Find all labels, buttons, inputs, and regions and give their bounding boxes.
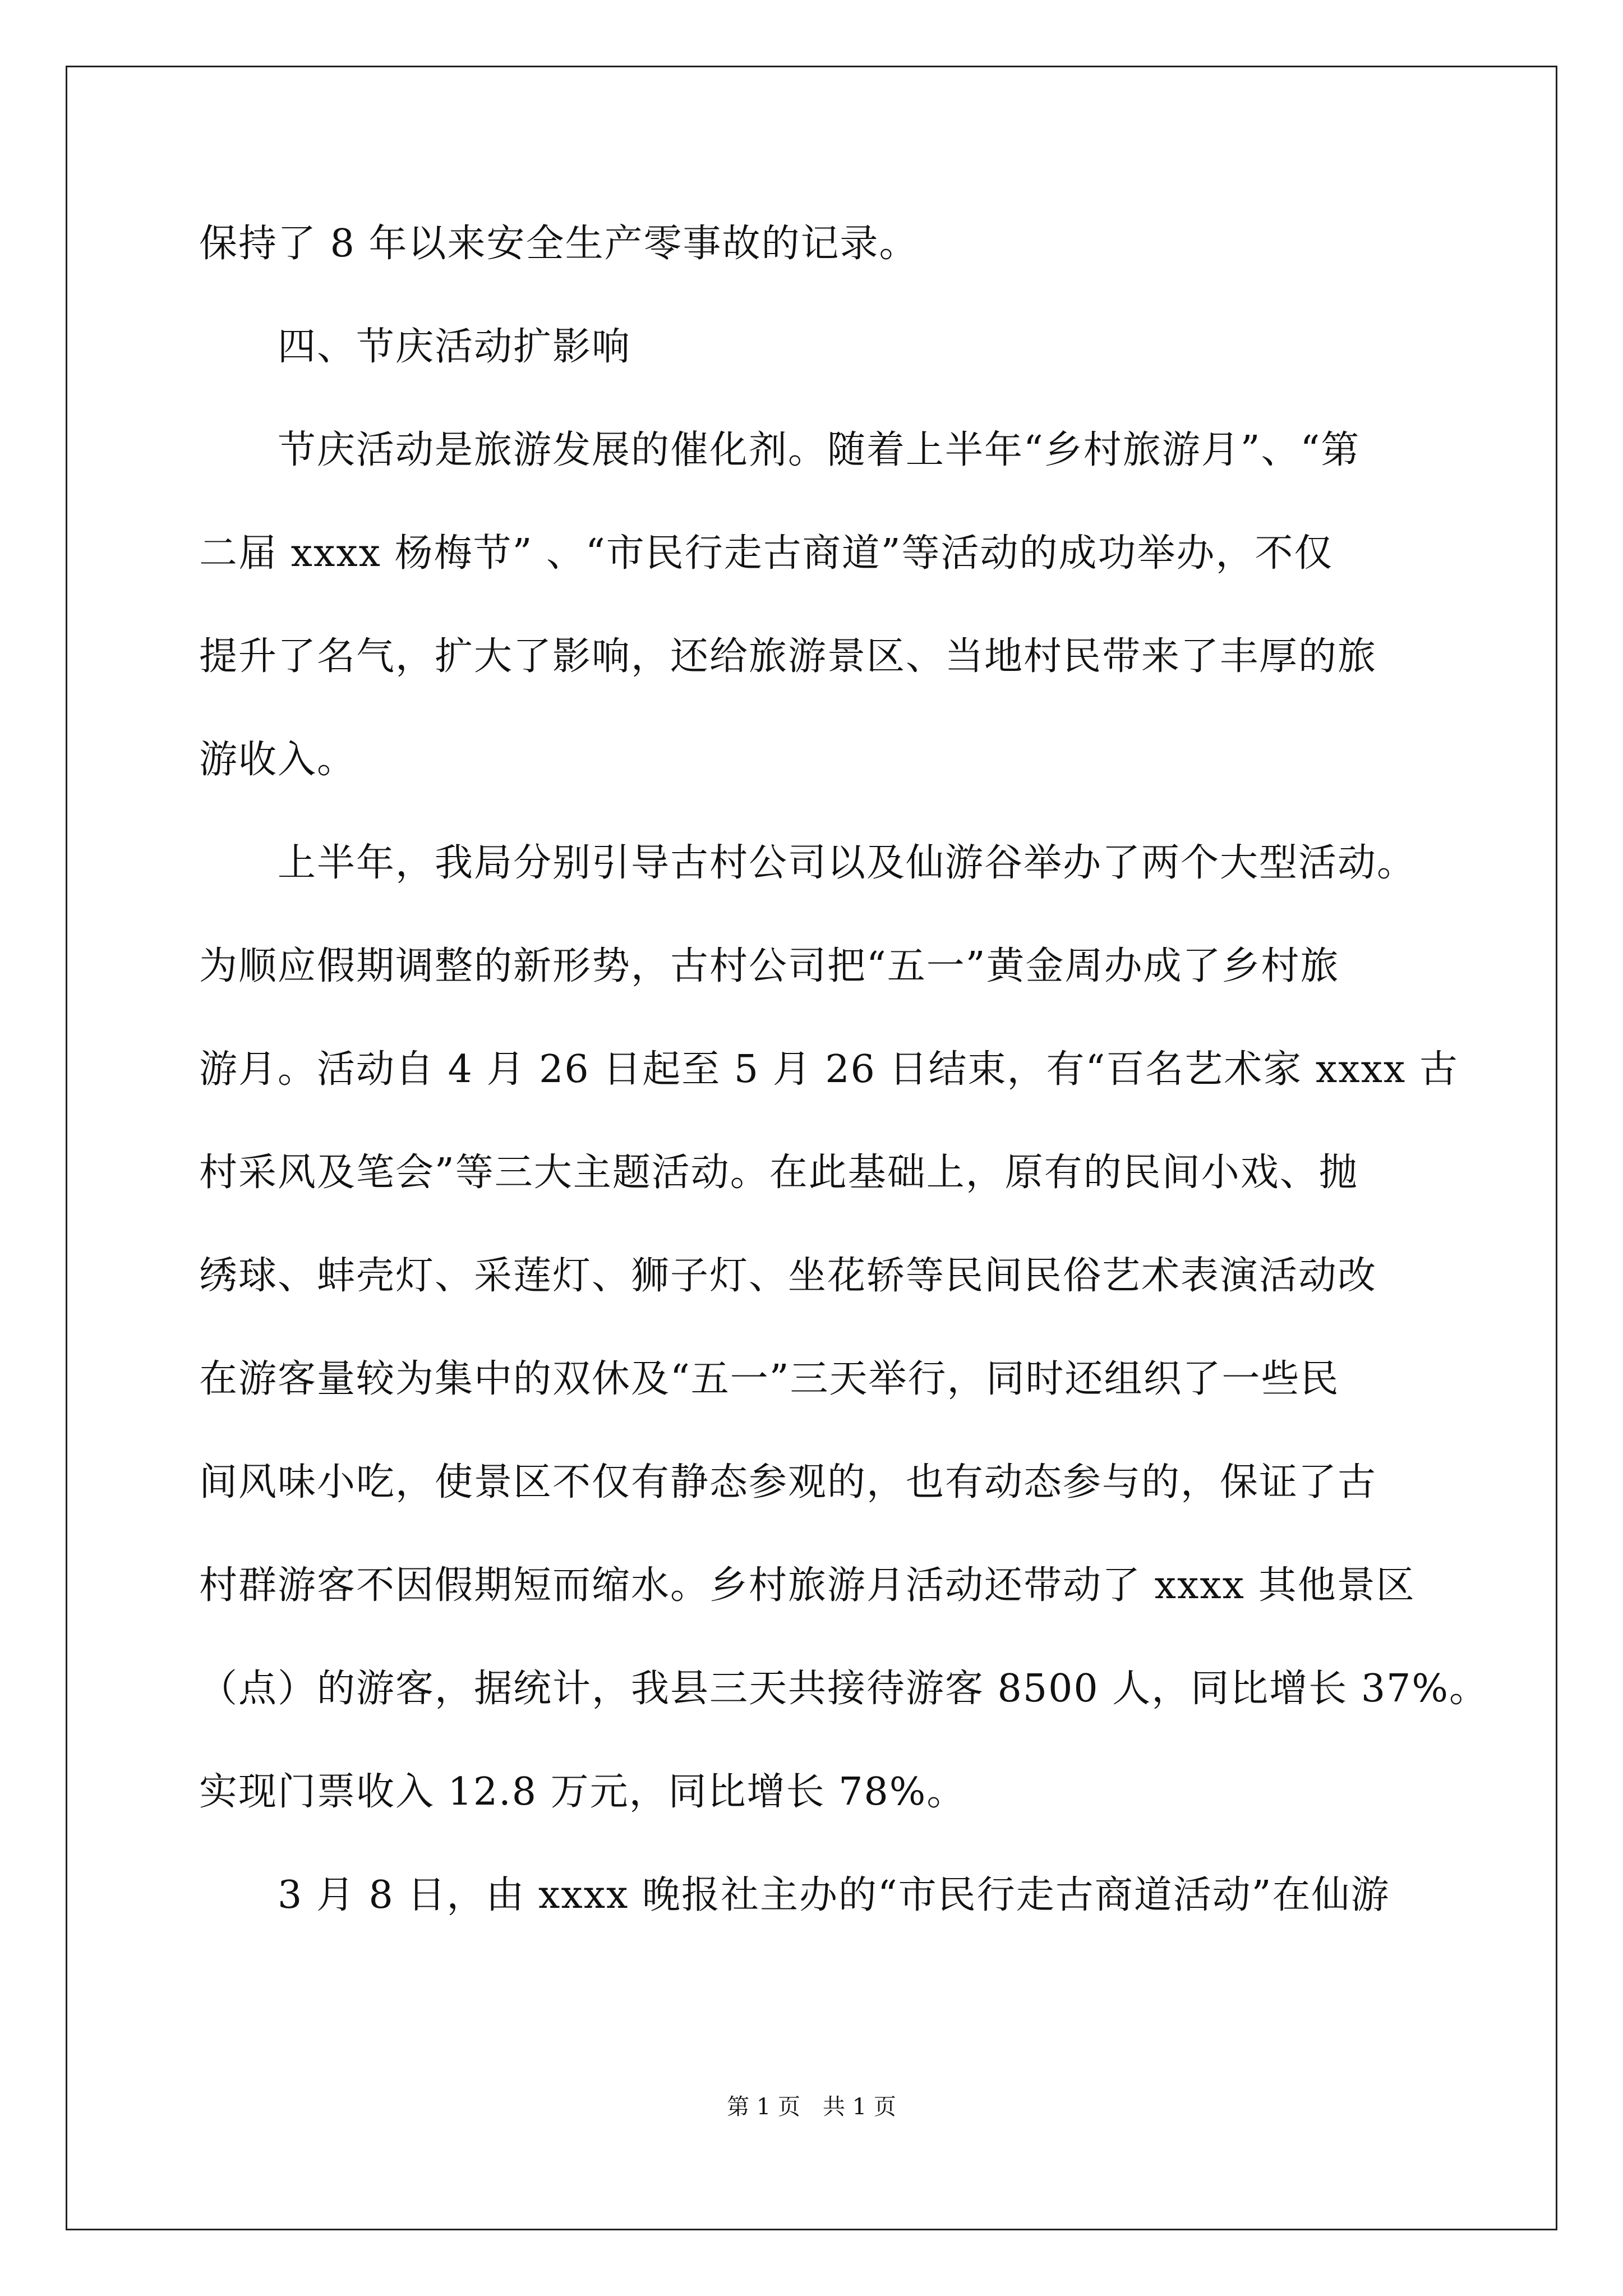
text-line: 3 月 8 日，由 xxxx 晚报社主办的“市民行走古商道活动”在仙游: [278, 1873, 1390, 1917]
page-footer: 第 1 页 共 1 页: [727, 2094, 896, 2120]
text-line: 提升了名气，扩大了影响，还给旅游景区、当地村民带来了丰厚的旅: [199, 634, 1377, 679]
text-line: 游收入。: [199, 738, 357, 782]
text-line: 在游客量较为集中的双休及“五一”三天举行，同时还组织了一些民: [199, 1357, 1340, 1401]
text-line: 村群游客不因假期短而缩水。乡村旅游月活动还带动了 xxxx 其他景区: [199, 1563, 1415, 1608]
text-line: 绣球、蚌壳灯、采莲灯、狮子灯、坐花轿等民间民俗艺术表演活动改: [199, 1254, 1377, 1298]
text-line: 游月。活动自 4 月 26 日起至 5 月 26 日结束，有“百名艺术家 xxxx 古: [199, 1047, 1459, 1092]
text-line: 村采风及笔会”等三大主题活动。在此基础上，原有的民间小戏、抛: [199, 1151, 1358, 1195]
text-line: 为顺应假期调整的新形势，古村公司把“五一”黄金周办成了乡村旅: [199, 944, 1340, 988]
text-line: 节庆活动是旅游发展的催化剂。随着上半年“乡村旅游月”、“第: [278, 428, 1361, 472]
text-line: （点）的游客，据统计，我县三天共接待游客 8500 人，同比增长 37%。: [199, 1667, 1489, 1711]
text-line: 上半年，我局分别引导古村公司以及仙游谷举办了两个大型活动。: [278, 841, 1417, 885]
section-heading: 四、节庆活动扩影响: [278, 325, 631, 369]
text-line: 二届 xxxx 杨梅节” 、“市民行走古商道”等活动的成功举办，不仅: [199, 531, 1334, 576]
text-line: 实现门票收入 12.8 万元，同比增长 78%。: [199, 1770, 966, 1814]
text-line: 间风味小吃，使景区不仅有静态参观的，也有动态参与的，保证了古: [199, 1460, 1377, 1504]
text-line: 保持了 8 年以来安全生产零事故的记录。: [199, 222, 919, 266]
